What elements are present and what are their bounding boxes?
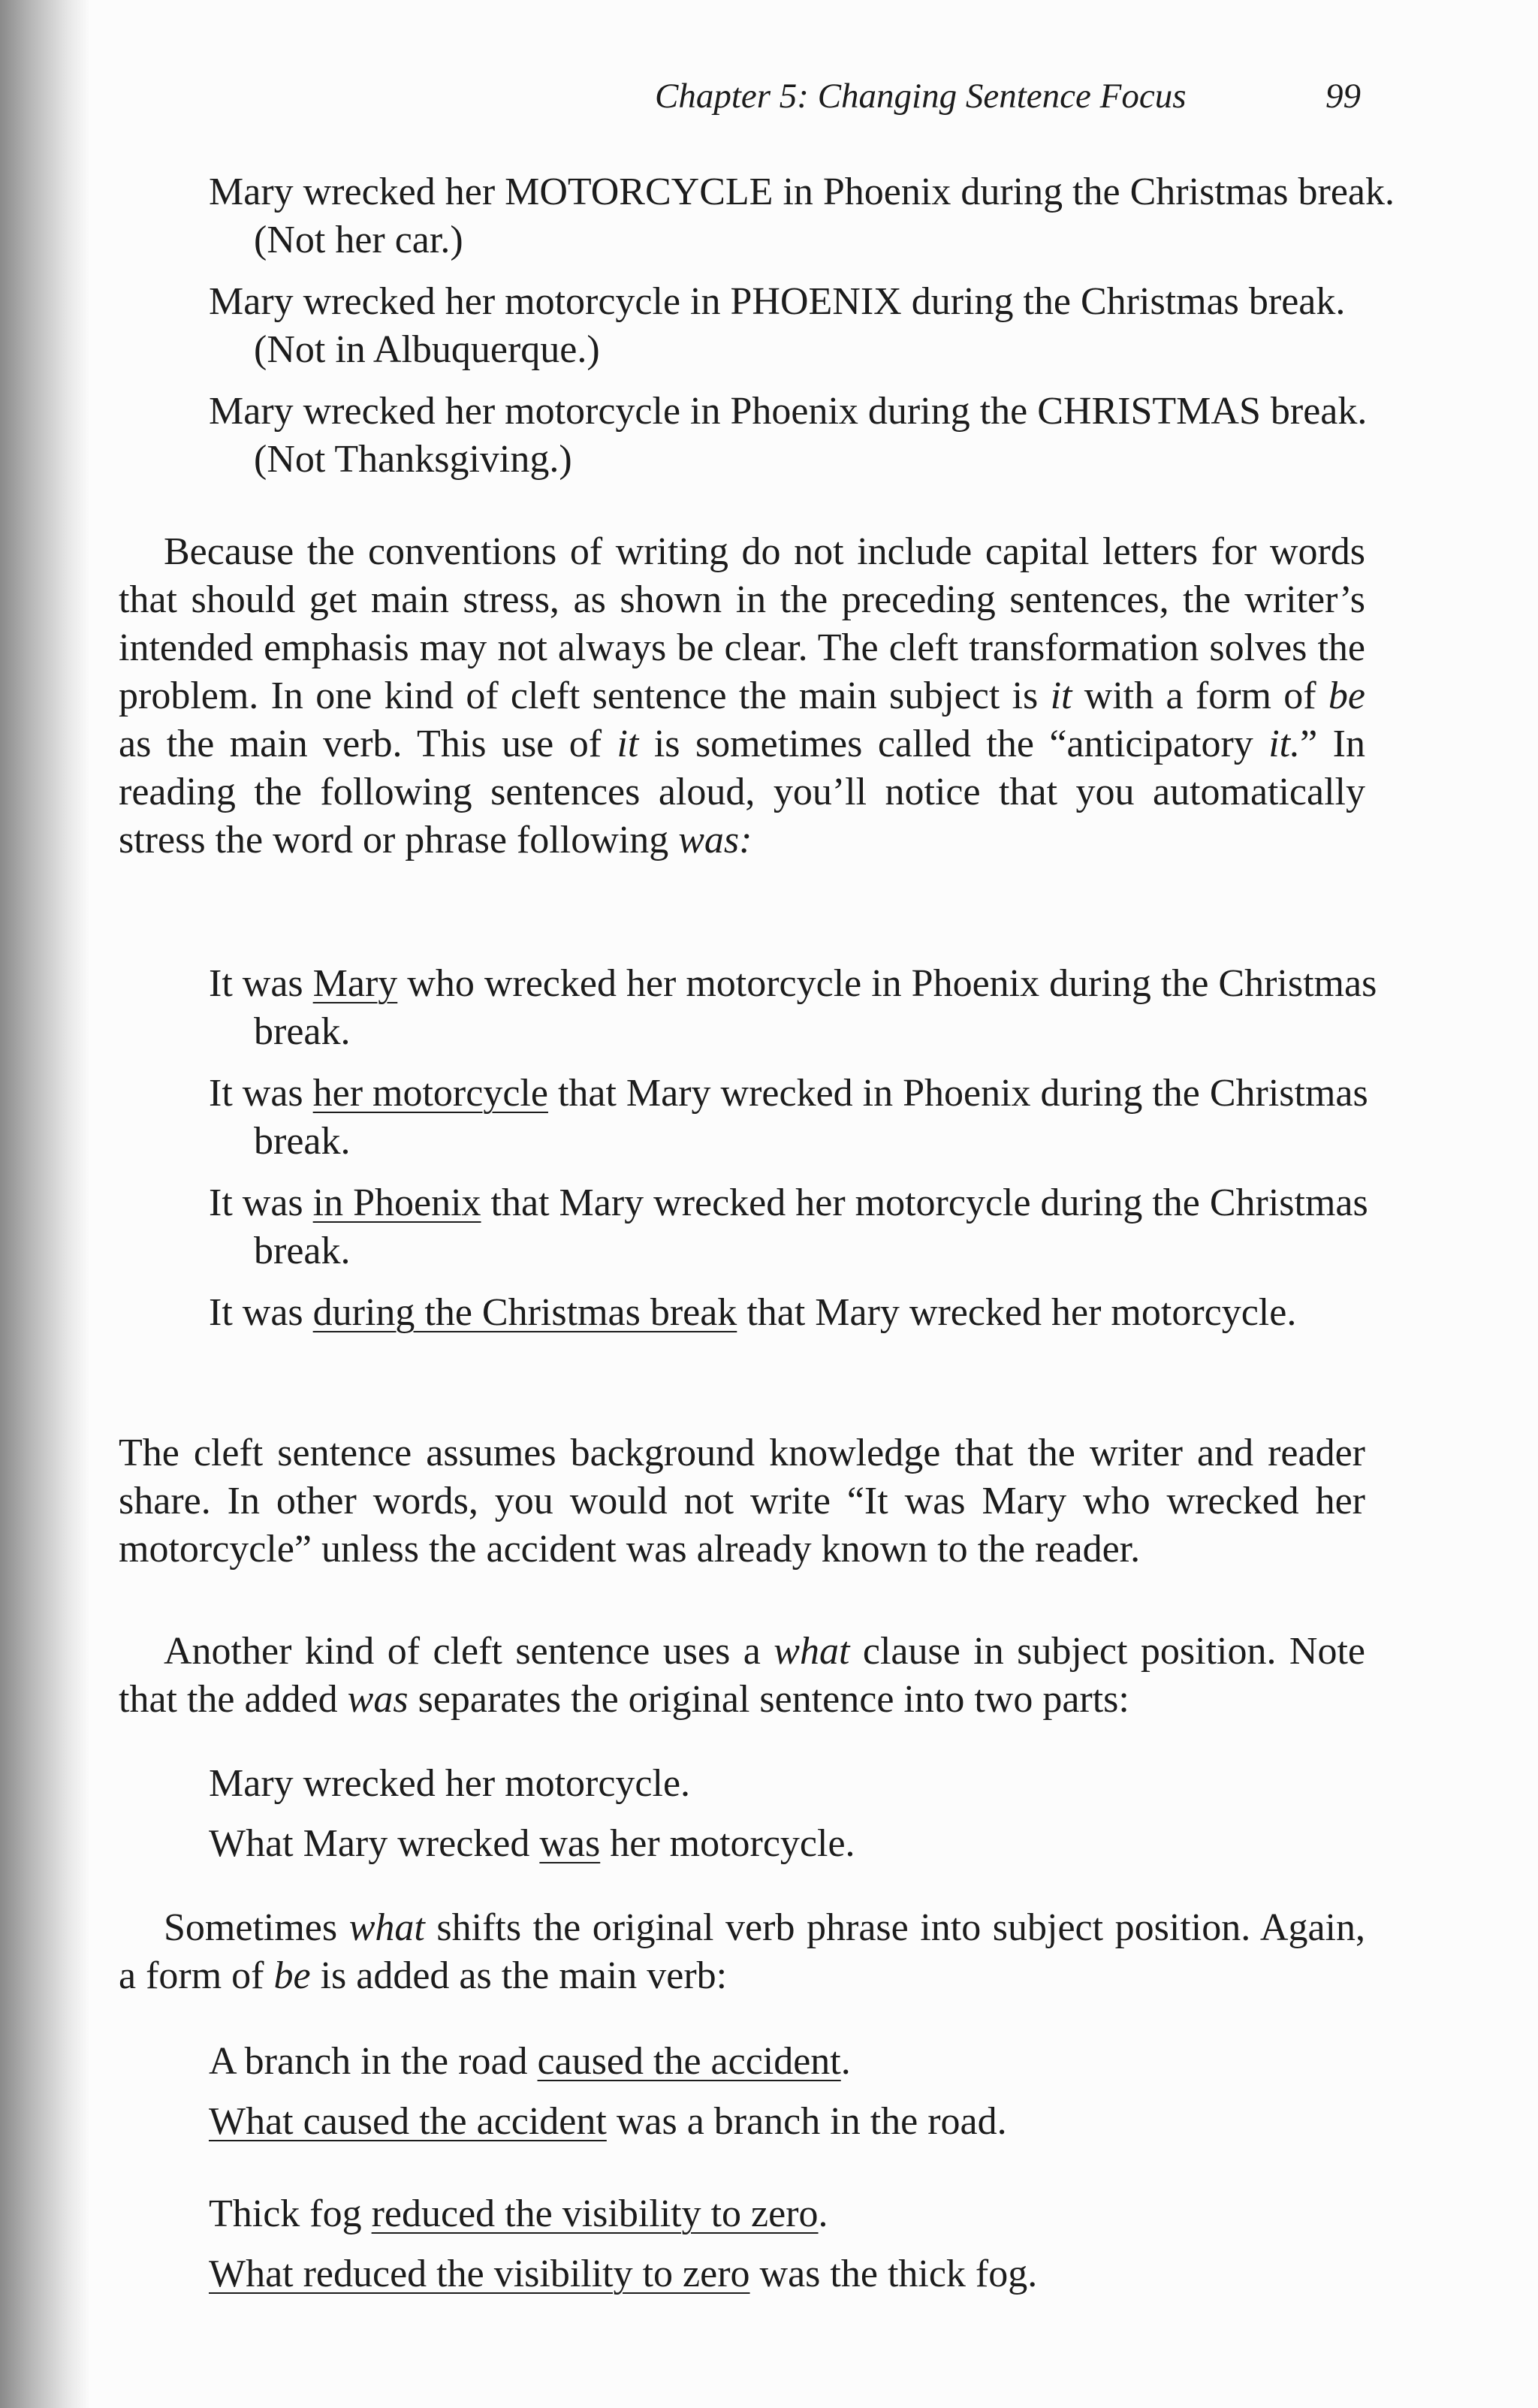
italic-what: what	[774, 1630, 850, 1673]
italic-it: it.	[1268, 723, 1301, 765]
example-stress-christmas: Mary wrecked her motorcycle in Phoenix during the CHRISTMAS break. (Not Thanksgiving.)	[209, 390, 1368, 481]
underlined-focus: Mary	[312, 962, 398, 1005]
underlined-focus: was	[539, 1822, 601, 1865]
underlined-focus: caused the accident	[537, 2040, 841, 2083]
italic-be: be	[273, 1954, 311, 1997]
paragraph-what-clause: Another kind of cleft sentence uses a what clause in subject position. Note that the added was separates the original sentence into two parts:	[119, 1630, 1365, 1721]
italic-what: what	[348, 1906, 425, 1949]
page-number: 99	[1325, 77, 1361, 116]
example-stress-phoenix: Mary wrecked her motorcycle in PHOENIX during the Christmas break. (Not in Albuquerque.)	[209, 280, 1346, 371]
example-cleft-mary: It was Mary who wrecked her motorcycle in Phoenix during the Christmas break.	[209, 962, 1377, 1053]
underlined-focus: in Phoenix	[312, 1181, 481, 1224]
underlined-focus: during the Christmas break	[312, 1291, 737, 1334]
example-what-cleft: What Mary wrecked was her motorcycle.	[209, 1822, 855, 1865]
example-what-original: Mary wrecked her motorcycle.	[209, 1762, 691, 1805]
stressed-word: CHRISTMAS	[1037, 390, 1261, 433]
underlined-focus: What caused the accident	[209, 2100, 607, 2143]
example-fog-original: Thick fog reduced the visibility to zero.	[209, 2192, 828, 2235]
italic-it: it	[1050, 674, 1072, 717]
example-fog-cleft: What reduced the visibility to zero was the thick fog.	[209, 2253, 1038, 2295]
underlined-focus: her motorcycle	[312, 1072, 548, 1115]
paragraph-cleft-intro: Because the conventions of writing do not include capital letters for words that should get main stress, as shown in the preceding sentences, the writer’s intended emphasis may not always be clear. The cleft transformation solves the problem. In one kind of cleft sentence the main subject is it with a form of be as the main verb. This use of it is sometimes called the “anticipatory it.” In reading the following sentences aloud, you’ll notice that you automatically stress the word or phrase following was:	[119, 530, 1365, 862]
italic-it: it	[617, 723, 639, 765]
example-branch-cleft: What caused the accident was a branch in the road.	[209, 2100, 1007, 2143]
example-cleft-motorcycle: It was her motorcycle that Mary wrecked in Phoenix during the Christmas break.	[209, 1072, 1368, 1163]
underlined-focus: What reduced the visibility to zero	[209, 2253, 750, 2295]
example-branch-original: A branch in the road caused the accident.	[209, 2040, 851, 2083]
paragraph-verb-phrase: Sometimes what shifts the original verb phrase into subject position. Again, a form of be is added as the main verb:	[119, 1906, 1365, 1997]
italic-was: was	[347, 1678, 409, 1721]
example-cleft-christmas: It was during the Christmas break that Mary wrecked her motorcycle.	[209, 1291, 1297, 1334]
example-cleft-phoenix: It was in Phoenix that Mary wrecked her motorcycle during the Christmas break.	[209, 1181, 1368, 1272]
stressed-word: PHOENIX	[730, 280, 902, 323]
italic-was: was:	[678, 819, 752, 862]
italic-be: be	[1328, 674, 1365, 717]
chapter-title: Chapter 5: Changing Sentence Focus	[655, 77, 1187, 116]
example-stress-motorcycle: Mary wrecked her MOTORCYCLE in Phoenix during the Christmas break. (Not her car.)	[209, 170, 1395, 261]
underlined-focus: reduced the visibility to zero	[371, 2192, 819, 2235]
paragraph-background-knowledge: The cleft sentence assumes background knowledge that the writer and reader share. In other words, you would not write “It was Mary who wrecked her motorcycle” unless the accident was already known to the reader.	[119, 1432, 1365, 1571]
stressed-word: MOTORCYCLE	[505, 170, 774, 213]
